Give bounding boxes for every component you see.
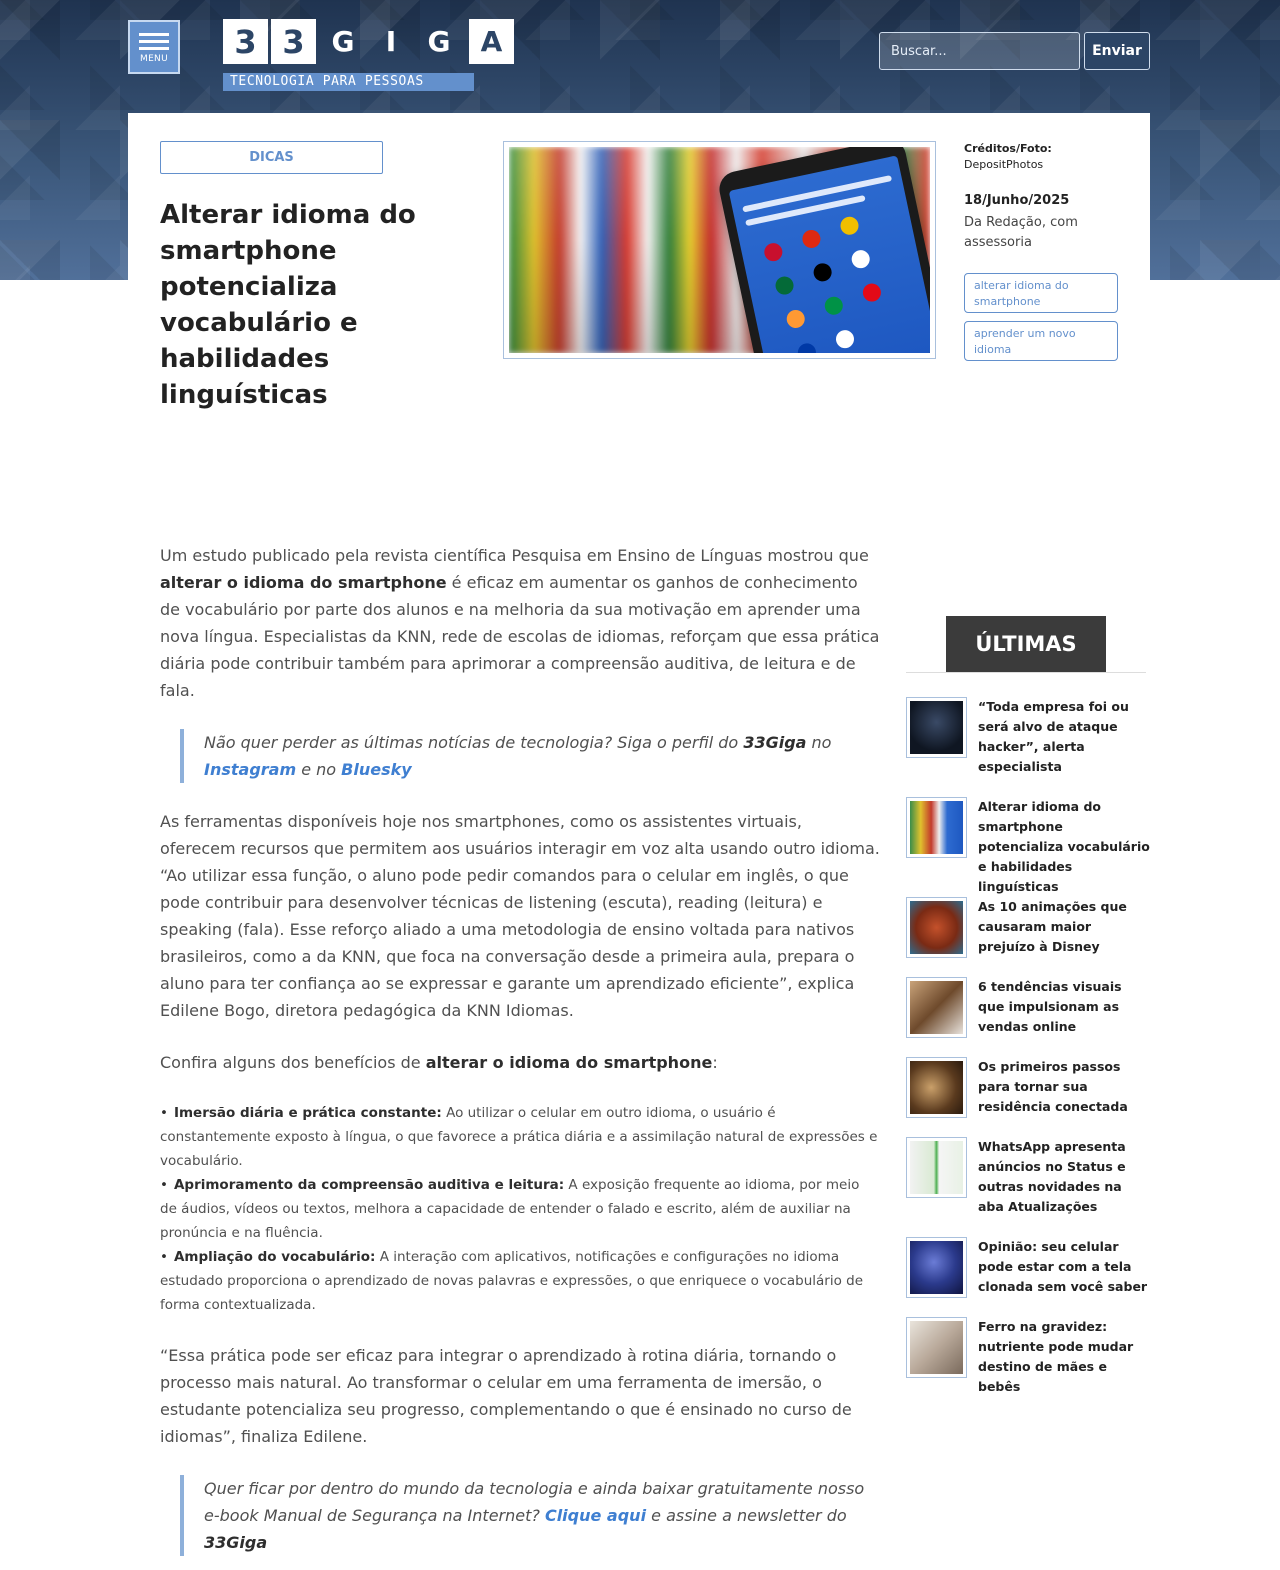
logo-tagline: TECNOLOGIA PARA PESSOAS: [223, 73, 474, 91]
latest-thumbnail[interactable]: [906, 1137, 967, 1198]
latest-title[interactable]: “Toda empresa foi ou será alvo de ataque hacker”, alerta especialista: [978, 699, 1129, 774]
hamburger-icon: [139, 40, 169, 43]
promo-quote: Não quer perder as últimas notícias de tecnologia? Siga o perfil do 33Giga no Instagram e no Bluesky: [180, 729, 880, 783]
logo-block: 3: [223, 19, 268, 64]
latest-item[interactable]: [906, 1317, 1150, 1397]
article-hero-image: [509, 147, 930, 353]
menu-button[interactable]: [128, 20, 180, 74]
list-item: • Ampliação do vocabulário: A interação com aplicativos, notificações e configurações no idioma estudado proporciona o aprendizado de novas palavras e expressões, o que enriquece o vocabulário de forma contextualizada.: [160, 1245, 880, 1317]
latest-title[interactable]: Os primeiros passos para tornar sua residência conectada: [978, 1059, 1128, 1114]
latest-thumbnail[interactable]: [906, 977, 967, 1038]
credits-label: Créditos/Foto:: [964, 142, 1052, 155]
latest-thumbnail[interactable]: [906, 697, 967, 758]
credits-value: DepositPhotos: [964, 158, 1044, 171]
benefits-list: [160, 1101, 880, 1317]
latest-title[interactable]: Ferro na gravidez: nutriente pode mudar destino de mães e bebês: [978, 1319, 1134, 1394]
latest-title[interactable]: 6 tendências visuais que impulsionam as vendas online: [978, 979, 1122, 1034]
smartphone-illustration: [716, 147, 930, 353]
article-paragraph: As ferramentas disponíveis hoje nos smartphones, como os assistentes virtuais, oferecem recursos que permitem aos usuários interagir em voz alta usando outro idioma. “Ao utilizar essa função, o aluno pode pedir comandos para o celular em inglês, o que pode contribuir para desenvolver técnicas de listening (escuta), reading (leitura) e speaking (fala). Esse reforço aliado a uma metodologia de ensino voltada para nativos brasileiros, como a da KNN, que foca na conversação desde a primeira aula, prepara o aluno para ter confiança ao se expressar e garante um aprendizado eficiente”, explica Edilene Bogo, diretora pedagógica da KNN Idiomas.: [160, 812, 880, 1020]
latest-item[interactable]: [906, 1237, 1150, 1317]
logo-letter: G: [427, 25, 451, 58]
article-author: Da Redação, com assessoria: [964, 215, 1078, 250]
newsletter-quote: Quer ficar por dentro do mundo da tecnologia e ainda baixar gratuitamente nosso e-book Manual de Segurança na Internet? Clique aqui e assine a newsletter do 33Giga: [180, 1475, 880, 1556]
latest-item[interactable]: [906, 977, 1150, 1057]
search-input[interactable]: [879, 32, 1080, 70]
latest-title[interactable]: As 10 animações que causaram maior prejuízo à Disney: [978, 899, 1127, 954]
article-body: [160, 542, 880, 1570]
site-logo[interactable]: [223, 19, 523, 93]
latest-thumbnail[interactable]: [906, 1237, 967, 1298]
latest-title[interactable]: Alterar idioma do smartphone potencializa vocabulário e habilidades linguísticas: [978, 799, 1150, 894]
list-item: • Imersão diária e prática constante: Ao utilizar o celular em outro idioma, o usuário é constantemente exposto à língua, o que favorece a prática diária e a assimilação natural de expressões e vocabulário.: [160, 1101, 880, 1173]
publish-date: 18/Junho/2025: [964, 193, 1070, 208]
latest-item[interactable]: [906, 797, 1150, 894]
bluesky-link[interactable]: Bluesky: [341, 760, 412, 779]
article-hero-figure: [503, 141, 936, 359]
latest-heading: ÚLTIMAS: [946, 616, 1106, 672]
article-paragraph: Um estudo publicado pela revista científica Pesquisa em Ensino de Línguas mostrou que alterar o idioma do smartphone é eficaz em aumentar os ganhos de conhecimento de vocabulário por parte dos alunos e na melhoria da sua motivação em aprender uma nova língua. Especialistas da KNN, rede de escolas de idiomas, reforçam que essa prática diária pode contribuir também para aprimorar a compreensão auditiva, de leitura e de fala.: [160, 546, 880, 700]
latest-section-header: [906, 616, 1146, 673]
newsletter-link[interactable]: Clique aqui: [544, 1506, 647, 1525]
latest-item[interactable]: [906, 897, 1150, 977]
latest-title[interactable]: Opinião: seu celular pode estar com a tela clonada sem você saber: [978, 1239, 1148, 1294]
logo-letter: I: [385, 25, 397, 58]
article-title: Alterar idioma do smartphone potencializa vocabulário e habilidades linguísticas: [160, 200, 416, 410]
latest-item[interactable]: [906, 1057, 1150, 1137]
search-submit-button[interactable]: Enviar: [1084, 32, 1150, 70]
latest-thumbnail[interactable]: [906, 1057, 967, 1118]
logo-letter: G: [331, 25, 355, 58]
hamburger-icon: [139, 47, 169, 50]
latest-title[interactable]: WhatsApp apresenta anúncios no Status e outras novidades na aba Atualizações: [978, 1139, 1126, 1214]
logo-block: 3: [271, 19, 316, 64]
photo-credits: [964, 141, 1134, 173]
article-paragraph: “Essa prática pode ser eficaz para integrar o aprendizado à rotina diária, tornando o processo mais natural. Ao transformar o celular em uma ferramenta de imersão, o estudante potencializa seu progresso, complementando o que é ensinado no curso de idiomas”, finaliza Edilene.: [160, 1346, 852, 1446]
latest-item[interactable]: [906, 697, 1150, 777]
latest-thumbnail[interactable]: [906, 897, 967, 958]
category-badge[interactable]: DICAS: [160, 141, 383, 174]
latest-item[interactable]: [906, 1137, 1150, 1217]
instagram-link[interactable]: Instagram: [204, 760, 297, 779]
latest-thumbnail[interactable]: [906, 797, 967, 858]
menu-label: MENU: [140, 53, 168, 64]
hamburger-icon: [139, 33, 169, 36]
latest-thumbnail[interactable]: [906, 1317, 967, 1378]
article-header-card: [128, 113, 1150, 543]
tag-link[interactable]: alterar idioma do smartphone: [964, 273, 1118, 313]
tag-link[interactable]: aprender um novo idioma: [964, 321, 1118, 361]
article-paragraph: Confira alguns dos benefícios de alterar o idioma do smartphone:: [160, 1053, 718, 1072]
logo-letter: A: [469, 19, 514, 64]
list-item: • Aprimoramento da compreensão auditiva e leitura: A exposição frequente ao idioma, por meio de áudios, vídeos ou textos, melhora a capacidade de entender o falado e escrito, além de auxiliar na pronúncia e na fluência.: [160, 1173, 880, 1245]
